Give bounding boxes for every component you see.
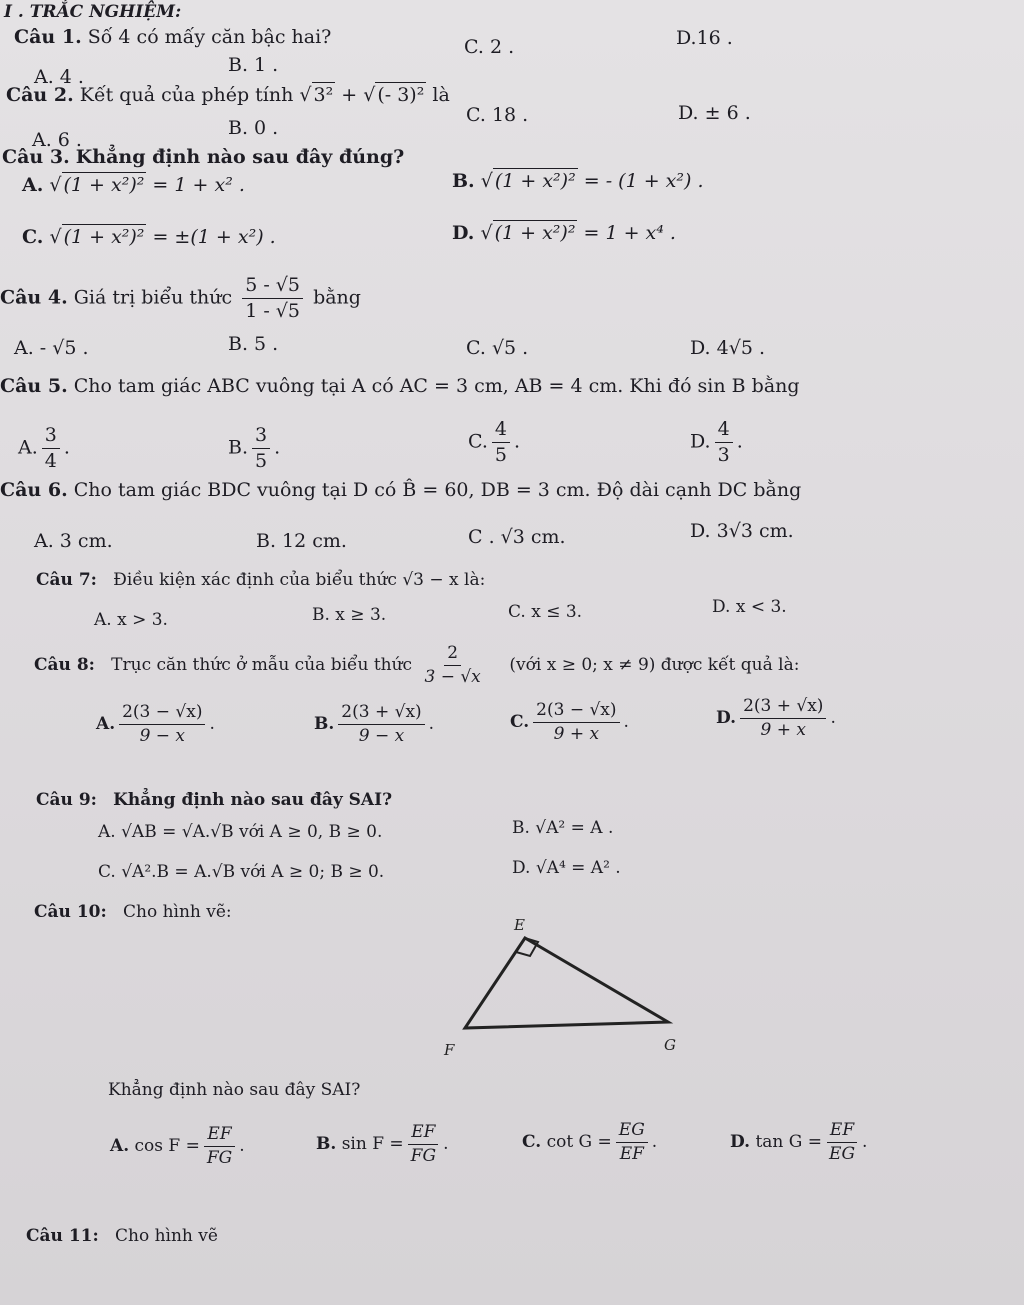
q1-text: Số 4 có mấy căn bậc hai? — [87, 26, 332, 48]
q6-option-b: B. 12 cm. — [256, 530, 347, 552]
q6-option-c: C . √3 cm. — [468, 526, 566, 548]
triangle-figure — [440, 910, 700, 1060]
question-5 — [0, 377, 800, 396]
section-title: I . TRẮC NGHIỆM: — [4, 2, 182, 22]
q4-option-c: C. √5 . — [466, 337, 529, 359]
q9-option-d: D. √A⁴ = A² . — [512, 858, 621, 878]
q5-option-c: C. $\frac{4}{5}$ . — [468, 418, 521, 466]
triangle-efg — [465, 938, 668, 1028]
q8-condition: (với x ≥ 0; x ≠ 9) được kết quả là: — [509, 655, 800, 675]
question-3 — [2, 148, 404, 167]
q10-option-a: A. cos F = $\frac{EF}{FG}$ . — [110, 1124, 245, 1168]
q3-label: Câu 3. — [2, 146, 70, 168]
q11-text: Cho hình vẽ — [114, 1226, 218, 1246]
q3-option-d: D. √ (1 + x²)² = 1 + x⁴ . — [452, 222, 676, 244]
q6-text: Cho tam giác BDC vuông tại D có B̂ = 60, DB = 3 cm. Độ dài cạnh DC bằng — [73, 479, 802, 501]
q2-option-d: D. ± 6 . — [678, 102, 751, 124]
q5-text: Cho tam giác ABC vuông tại A có AC = 3 cm, AB = 4 cm. Khi đó sin B bằng — [73, 375, 800, 397]
q6-label: Câu 6. — [0, 479, 68, 501]
q3-option-a: A. √ (1 + x²)² = 1 + x² . — [22, 174, 245, 196]
q2-option-a: A. 6 . — [32, 129, 82, 151]
q3-option-b: B. √ (1 + x²)² = - (1 + x²) . — [452, 170, 704, 192]
q4-option-d: D. 4√5 . — [690, 337, 765, 359]
q5-option-b: B. $\frac{3}{5}$ . — [228, 424, 281, 472]
q6-option-a: A. 3 cm. — [34, 530, 113, 552]
question-10 — [34, 904, 232, 921]
question-1 — [14, 28, 331, 47]
q7-option-c: C. x ≤ 3. — [508, 602, 583, 622]
question-11 — [26, 1228, 218, 1245]
q4-option-b: B. 5 . — [228, 333, 279, 355]
q5-option-d: D. $\frac{4}{3}$ . — [690, 418, 743, 466]
q9-text: Khẳng định nào sau đây SAI? — [113, 790, 393, 810]
q11-label: Câu 11: — [26, 1226, 99, 1246]
q10-option-c: C. cot G = $\frac{EG}{EF}$ . — [522, 1120, 658, 1164]
q7-option-d: D. x < 3. — [712, 597, 787, 617]
vertex-g-label: G — [664, 1036, 676, 1054]
q5-label: Câu 5. — [0, 375, 68, 397]
q3-text: Khẳng định nào sau đây đúng? — [75, 146, 405, 168]
q10-question: Khẳng định nào sau đây SAI? — [108, 1080, 361, 1100]
q2-option-c: C. 18 . — [466, 104, 529, 126]
question-4 — [0, 276, 361, 321]
q1-label: Câu 1. — [14, 26, 82, 48]
q1-option-c: C. 2 . — [464, 36, 515, 58]
q2-radical-1: √ 3² — [299, 84, 334, 106]
q4-option-a: A. - √5 . — [14, 337, 89, 359]
question-9 — [36, 792, 392, 809]
q2-label: Câu 2. — [6, 84, 74, 106]
q9-option-b: B. √A² = A . — [512, 818, 614, 838]
q1-option-a: A. 4 . — [34, 66, 84, 88]
q4-tail: bằng — [313, 286, 361, 309]
question-6 — [0, 481, 801, 500]
q7-text: Điều kiện xác định của biểu thức √3 − x là: — [113, 570, 486, 590]
q5-option-a: A. $\frac{3}{4}$ . — [18, 424, 70, 472]
q7-option-a: A. x > 3. — [94, 610, 168, 630]
q10-option-b: B. sin F = $\frac{EF}{FG}$ . — [316, 1122, 449, 1166]
q2-radical-2: √ (- 3)² — [363, 84, 425, 106]
q2-option-b: B. 0 . — [228, 117, 279, 139]
vertex-f-label: F — [444, 1041, 455, 1059]
q7-label: Câu 7: — [36, 570, 97, 590]
q8-fraction: $\frac{2}{3 - √x}$ — [424, 643, 481, 687]
q9-option-c: C. √A².B = A.√B với A ≥ 0; B ≥ 0. — [98, 862, 385, 882]
q8-text: Trục căn thức ở mẫu của biểu thức — [111, 655, 413, 675]
q8-option-b: B. $\frac{2(3 + √x)}{9 - x}$ . — [314, 702, 435, 746]
q9-option-a: A. √AB = √A.√B với A ≥ 0, B ≥ 0. — [98, 822, 383, 842]
q10-option-d: D. tan G = $\frac{EF}{EG}$ . — [730, 1120, 868, 1164]
q1-option-d: D.16 . — [676, 27, 733, 49]
q8-option-a: A. $\frac{2(3 - √x)}{9 - x}$ . — [96, 702, 215, 746]
q4-label: Câu 4. — [0, 286, 68, 309]
question-8 — [34, 645, 799, 686]
q2-tail: là — [432, 84, 450, 106]
q1-option-b: B. 1 . — [228, 54, 279, 76]
q3-option-c: C. √ (1 + x²)² = ±(1 + x²) . — [22, 226, 276, 248]
question-2: Câu 2. Kết quả của phép tính √ 3² + √ (- 3)² là — [6, 84, 450, 106]
q2-text: Kết quả của phép tính — [79, 84, 294, 106]
q10-text: Cho hình vẽ: — [122, 902, 232, 922]
q8-option-c: C. $\frac{2(3 - √x)}{9 + x}$ . — [510, 700, 629, 744]
q9-label: Câu 9: — [36, 790, 97, 810]
q6-option-d: D. 3√3 cm. — [690, 520, 794, 542]
question-7 — [36, 572, 485, 589]
q10-label: Câu 10: — [34, 902, 107, 922]
q8-label: Câu 8: — [34, 655, 95, 675]
q7-option-b: B. x ≥ 3. — [312, 605, 387, 625]
q8-option-d: D. $\frac{2(3 + √x)}{9 + x}$ . — [716, 696, 836, 740]
vertex-e-label: E — [514, 916, 525, 934]
q4-text: Giá trị biểu thức — [73, 286, 233, 309]
q4-fraction: $\frac{5 - √5}{1 - √5}$ — [242, 276, 303, 321]
